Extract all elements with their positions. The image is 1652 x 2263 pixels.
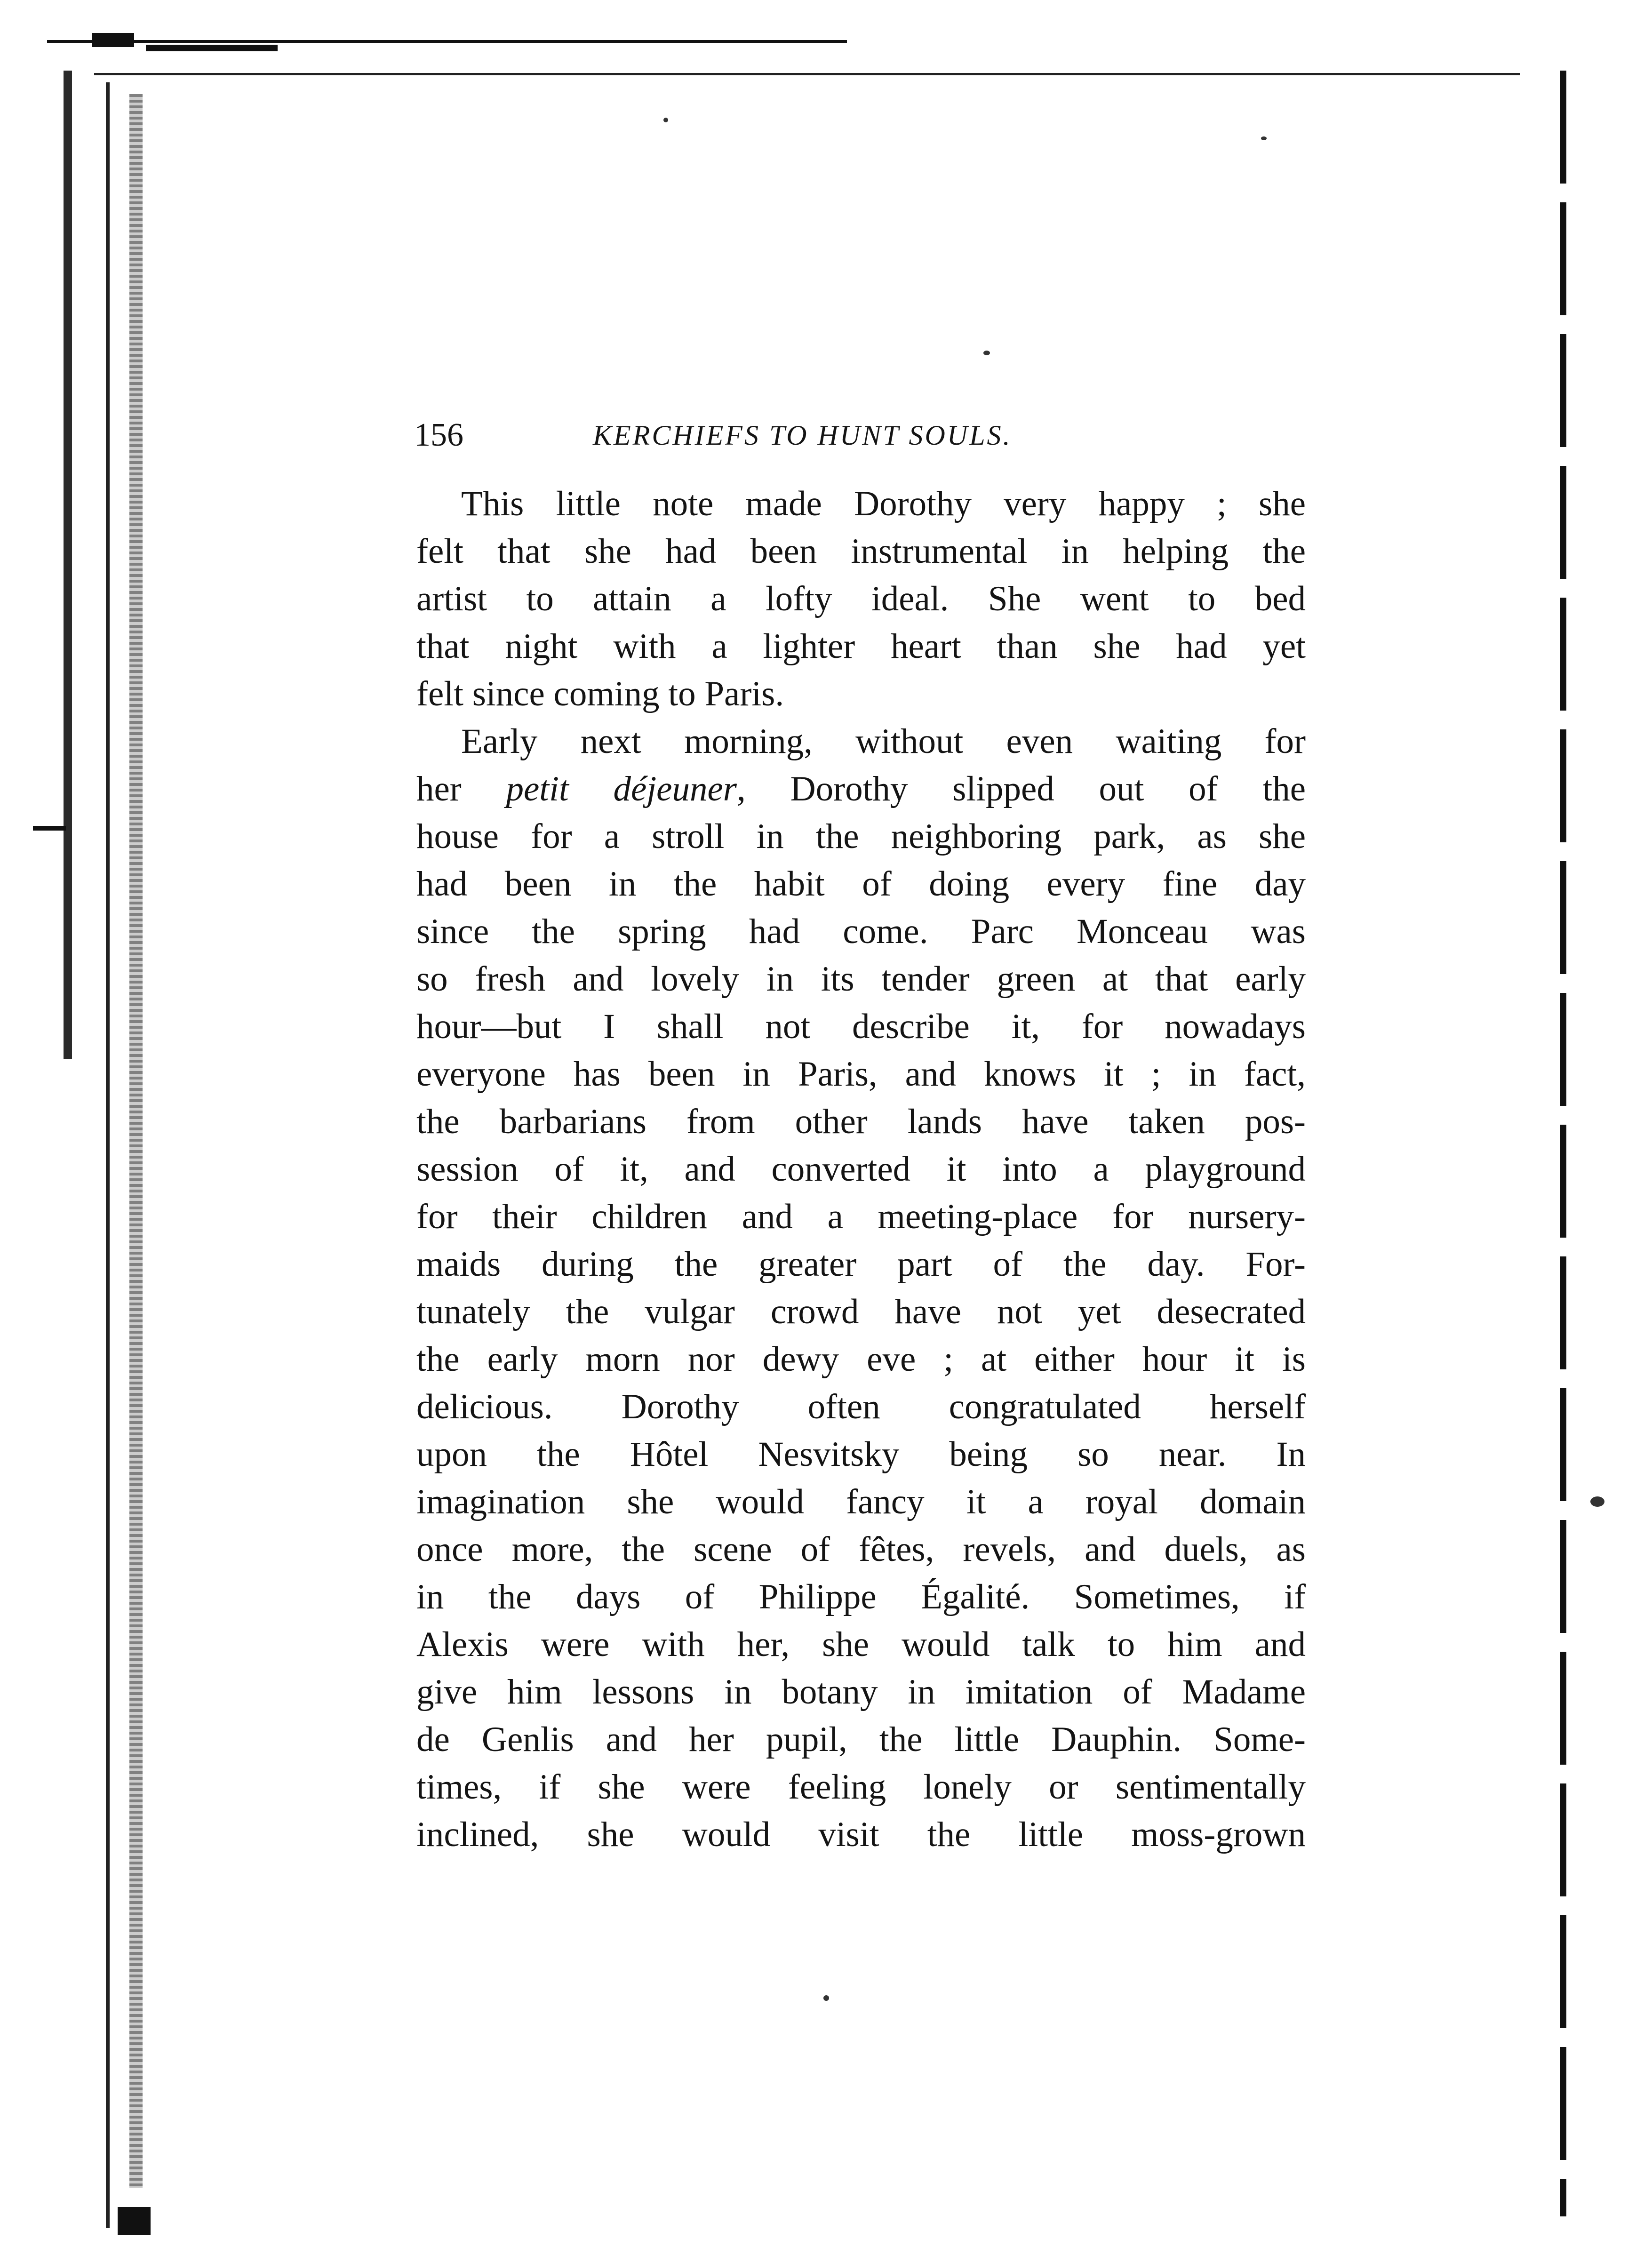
text-line: the early morn nor dewy eve ; at either hour it is bbox=[416, 1340, 1306, 1379]
text-line: delicious. Dorothy often congratulated herself bbox=[416, 1387, 1306, 1426]
frame-bottom-mark bbox=[118, 2207, 151, 2235]
scan-speck bbox=[983, 351, 990, 355]
text-line: for their children and a meeting-place for nursery- bbox=[416, 1197, 1306, 1236]
text-line: maids during the greater part of the day. For- bbox=[416, 1245, 1306, 1284]
page-header bbox=[414, 409, 1308, 461]
frame-top-rule bbox=[47, 40, 847, 43]
frame-left-rule-inner bbox=[106, 82, 110, 2228]
text-line: This little note made Dorothy very happy ; she bbox=[461, 484, 1306, 523]
text-line: everyone has been in Paris, and knows it ; in fact, bbox=[416, 1055, 1306, 1094]
text-line: the barbarians from other lands have taken pos- bbox=[416, 1102, 1306, 1141]
text-line: hour—but I shall not describe it, for nowadays bbox=[416, 1007, 1306, 1046]
binding-edge-pattern bbox=[129, 94, 143, 2188]
text-line: tunately the vulgar crowd have not yet desecrated bbox=[416, 1292, 1306, 1331]
text-line: her petit déjeuner, Dorothy slipped out of the bbox=[416, 769, 1306, 808]
text-line: since the spring had come. Parc Monceau was bbox=[416, 912, 1306, 951]
text-line: so fresh and lovely in its tender green at that early bbox=[416, 960, 1306, 999]
scan-speck bbox=[823, 1995, 829, 2001]
scan-speck bbox=[1590, 1496, 1604, 1507]
frame-left-rule-outer bbox=[64, 71, 72, 1059]
text-line: de Genlis and her pupil, the little Dauphin. Some- bbox=[416, 1720, 1306, 1759]
text-line: felt since coming to Paris. bbox=[416, 674, 784, 713]
text-line: felt that she had been instrumental in helping the bbox=[416, 532, 1306, 571]
running-head: KERCHIEFS TO HUNT SOULS. bbox=[593, 420, 1012, 451]
scan-speck bbox=[663, 118, 668, 122]
body-text bbox=[416, 480, 1306, 1858]
page-number: 156 bbox=[414, 417, 463, 453]
text-line: times, if she were feeling lonely or sentimentally bbox=[416, 1767, 1306, 1807]
frame-right-rule bbox=[1560, 71, 1566, 2216]
text-line: in the days of Philippe Égalité. Sometimes, if bbox=[416, 1577, 1306, 1616]
frame-top-rule-inner bbox=[94, 73, 1520, 75]
text-line: inclined, she would visit the little moss-grown bbox=[416, 1815, 1306, 1854]
margin-mark bbox=[33, 826, 66, 831]
text-line: Early next morning, without even waiting for bbox=[461, 722, 1306, 761]
text-line: Alexis were with her, she would talk to him and bbox=[416, 1625, 1306, 1664]
scan-speck bbox=[1261, 136, 1267, 140]
text-line: imagination she would fancy it a royal domain bbox=[416, 1482, 1306, 1521]
text-line: once more, the scene of fêtes, revels, and duels, as bbox=[416, 1530, 1306, 1569]
text-line: that night with a lighter heart than she had yet bbox=[416, 627, 1306, 666]
text-line: had been in the habit of doing every fine day bbox=[416, 864, 1306, 904]
text-line: session of it, and converted it into a playground bbox=[416, 1150, 1306, 1189]
frame-top-rule-short bbox=[146, 45, 278, 51]
text-line: house for a stroll in the neighboring park, as she bbox=[416, 817, 1306, 856]
text-line: artist to attain a lofty ideal. She went to bed bbox=[416, 579, 1306, 618]
text-line: give him lessons in botany in imitation of Madame bbox=[416, 1672, 1306, 1711]
text-line: upon the Hôtel Nesvitsky being so near. In bbox=[416, 1435, 1306, 1474]
